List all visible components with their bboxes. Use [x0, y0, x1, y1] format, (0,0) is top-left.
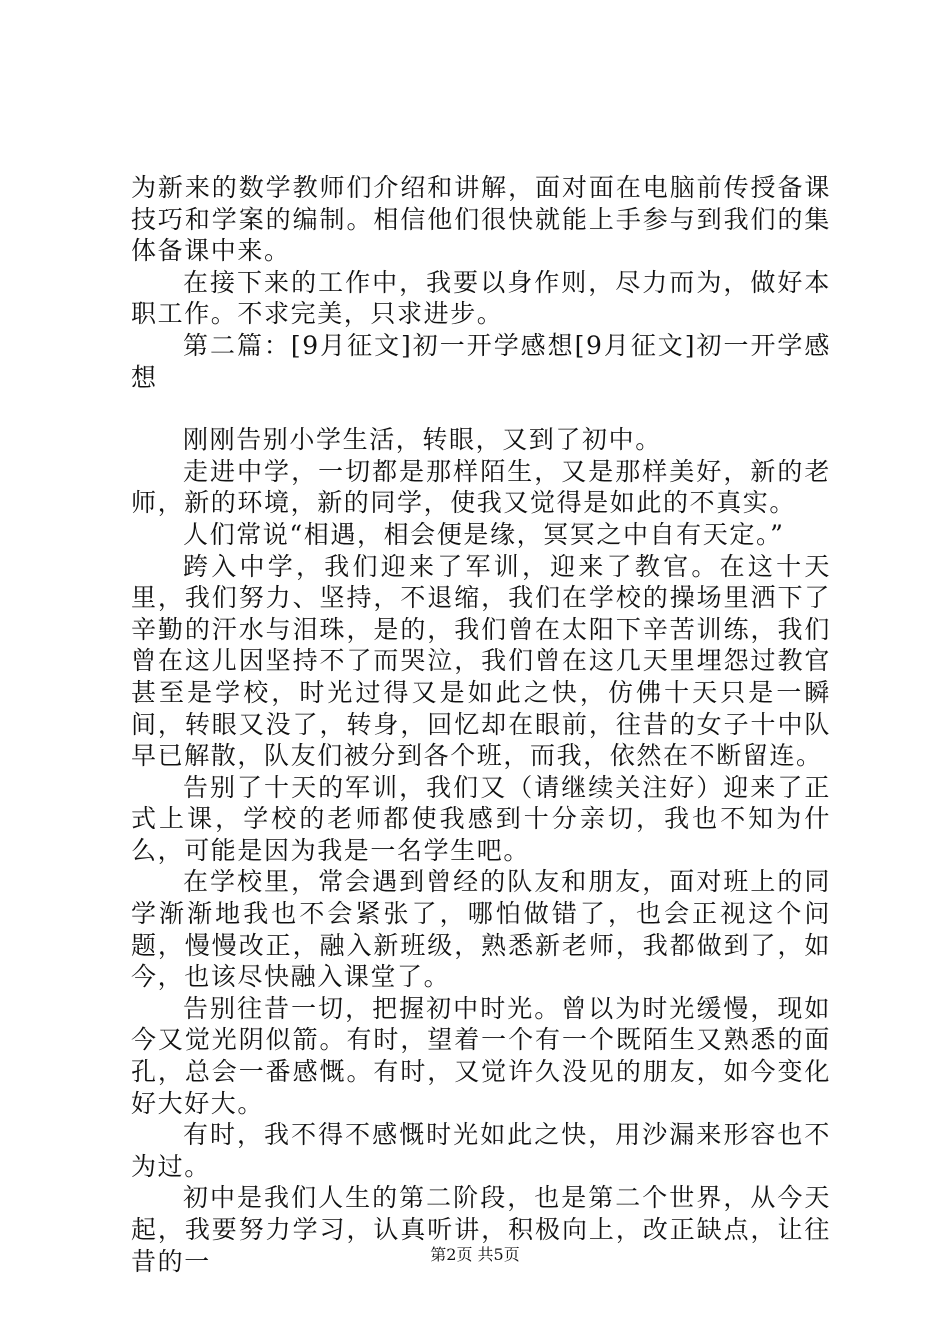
- paragraph: 告别了十天的军训，我们又（请继续关注好）迎来了正式上课，学校的老师都使我感到十分亲切，我也不知为什么，可能是因为我是一名学生吧。: [131, 772, 831, 865]
- paragraph: 跨入中学，我们迎来了军训，迎来了教官。在这十天里，我们努力、坚持，不退缩，我们在学校的操场里洒下了辛勤的汗水与泪珠，是的，我们曾在太阳下辛苦训练，我们曾在这儿因坚持不了而哭泣，我们曾在这几天里埋怨过教官甚至是学校，时光过得又是如此之快，仿佛十天只是一瞬间，转眼又没了，转身，回忆却在眼前，往昔的女子十中队早已解散，队友们被分到各个班，而我，依然在不断留连。: [131, 551, 831, 771]
- paragraph: 有时，我不得不感慨时光如此之快，用沙漏来形容也不为过。: [131, 1120, 831, 1181]
- paragraph: 在接下来的工作中，我要以身作则，尽力而为，做好本职工作。不求完美，只求进步。: [131, 267, 831, 329]
- paragraph: 人们常说“相遇，相会便是缘，冥冥之中自有天定。”: [183, 519, 785, 549]
- paragraph: 走进中学，一切都是那样陌生，又是那样美好，新的老师，新的环境，新的同学，使我又觉得是如此的不真实。: [131, 456, 831, 518]
- page-number-footer: 第2页 共5页: [430, 1245, 520, 1264]
- paragraph: 告别往昔一切，把握初中时光。曾以为时光缓慢，现如今又觉光阴似箭。有时，望着一个有一个既陌生又熟悉的面孔，总会一番感慨。有时，又觉许久没见的朋友，如今变化好大好大。: [131, 993, 831, 1118]
- paragraph: 初中是我们人生的第二阶段，也是第二个世界，从今天起，我要努力学习，认真听讲，积极向上，改正缺点，让往昔的一: [131, 1183, 831, 1276]
- document-body: [131, 172, 831, 1277]
- paragraph-continuation: 为新来的数学教师们介绍和讲解，面对面在电脑前传授备课技巧和学案的编制。相信他们很快就能上手参与到我们的集体备课中来。: [131, 173, 831, 266]
- paragraph: 刚刚告别小学生活，转眼，又到了初中。: [183, 425, 662, 455]
- paragraph: 在学校里，常会遇到曾经的队友和朋友，面对班上的同学渐渐地我也不会紧张了，哪怕做错了，也会正视这个问题，慢慢改正，融入新班级，熟悉新老师，我都做到了，如今，也该尽快融入课堂了。: [131, 867, 831, 992]
- section-heading: 第二篇：[9月征文]初一开学感想[9月征文]初一开学感想: [131, 330, 831, 392]
